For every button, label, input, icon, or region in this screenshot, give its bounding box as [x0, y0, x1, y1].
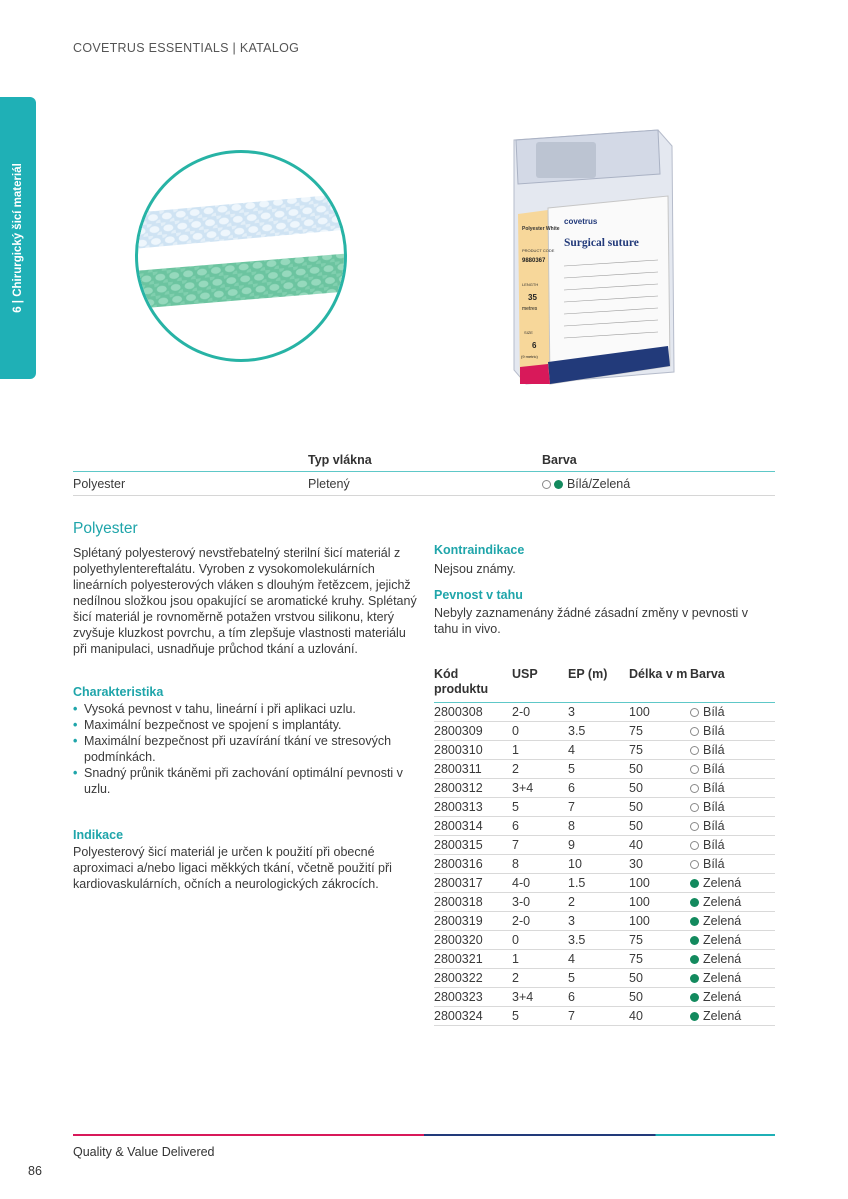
table-row: [434, 931, 775, 950]
cell-usp: 3+4: [512, 988, 568, 1007]
cell-color: [690, 988, 775, 1007]
cell-usp: 0: [512, 722, 568, 741]
cell-ep: 3: [568, 912, 629, 931]
cell-length: 75: [629, 931, 690, 950]
cell-ep: 2: [568, 893, 629, 912]
svg-text:metres: metres: [522, 306, 538, 312]
cell-usp: 3+4: [512, 779, 568, 798]
characteristics-item: • Maximální bezpečnost ve spojení s implantáty.: [73, 717, 418, 733]
color-label: Zelená: [703, 933, 742, 947]
white-color-dot-icon: [690, 803, 699, 812]
header-product-code: Kód produktu: [434, 667, 512, 703]
cell-color: [690, 836, 775, 855]
cell-usp: 1: [512, 950, 568, 969]
cell-usp: 5: [512, 1007, 568, 1026]
cell-code: 2800318: [434, 893, 512, 912]
cell-code: 2800319: [434, 912, 512, 931]
characteristics-item: • Maximální bezpečnost při uzavírání tkání ve stresových podmínkách.: [73, 733, 418, 765]
cell-length: 40: [629, 1007, 690, 1026]
cell-color: [690, 893, 775, 912]
fiber-type: Pletený: [308, 472, 542, 496]
fiber-summary-table: [73, 450, 775, 496]
cell-color: [690, 931, 775, 950]
color-label: Zelená: [703, 895, 742, 909]
contraindications-text: Nejsou známy.: [434, 562, 516, 576]
green-color-dot-icon: [690, 898, 699, 907]
indications-heading: Indikace: [73, 828, 124, 842]
cell-color: [690, 779, 775, 798]
cell-length: 75: [629, 722, 690, 741]
cell-length: 50: [629, 798, 690, 817]
chapter-side-tab: [0, 97, 36, 379]
svg-text:LENGTH: LENGTH: [522, 282, 539, 287]
characteristics-item: • Snadný průnik tkáněmi při zachování optimální pevnosti v uzlu.: [73, 765, 418, 797]
green-color-dot-icon: [690, 955, 699, 964]
cell-color: [690, 817, 775, 836]
color-value: Bílá/Zelená: [566, 477, 631, 491]
cell-color: [690, 874, 775, 893]
green-color-dot-icon: [690, 993, 699, 1002]
cell-length: 50: [629, 760, 690, 779]
cell-usp: 5: [512, 798, 568, 817]
table-row: [434, 760, 775, 779]
color-label: Zelená: [703, 876, 742, 890]
cell-usp: 6: [512, 817, 568, 836]
box-brand: covetrus: [564, 217, 598, 226]
cell-ep: 10: [568, 855, 629, 874]
cell-code: 2800322: [434, 969, 512, 988]
white-color-dot-icon: [690, 727, 699, 736]
color-label: Bílá: [703, 743, 725, 757]
characteristics-item: • Vysoká pevnost v tahu, lineární i při aplikaci uzlu.: [73, 701, 418, 717]
header-usp: USP: [512, 667, 568, 703]
suture-magnified-image: [135, 150, 347, 362]
cell-ep: 5: [568, 760, 629, 779]
cell-color: [690, 741, 775, 760]
white-color-dot-icon: [690, 708, 699, 717]
cell-ep: 1.5: [568, 874, 629, 893]
table-row: [434, 741, 775, 760]
cell-ep: 3.5: [568, 931, 629, 950]
header-ep: EP (m): [568, 667, 629, 703]
cell-color: [690, 760, 775, 779]
summary-header-color: Barva: [542, 450, 775, 472]
indications-text: Polyesterový šicí materiál je určen k použití při obecné aproximaci a/nebo ligaci měkkých tkání, včetně použití při kardiovaskulárních, očních a neurologických zákrocích.: [73, 845, 392, 891]
cell-usp: 8: [512, 855, 568, 874]
table-row: [434, 969, 775, 988]
cell-ep: 6: [568, 779, 629, 798]
white-color-dot-icon: [542, 480, 551, 489]
cell-ep: 9: [568, 836, 629, 855]
cell-code: 2800308: [434, 703, 512, 722]
cell-code: 2800309: [434, 722, 512, 741]
cell-usp: 0: [512, 931, 568, 950]
white-color-dot-icon: [690, 784, 699, 793]
chapter-label: 6 | Chirurgický šicí materiál: [12, 163, 24, 313]
catalog-header: COVETRUS ESSENTIALS | KATALOG: [73, 41, 300, 55]
cell-length: 100: [629, 893, 690, 912]
header-length: Délka v m: [629, 667, 690, 703]
cell-color: [690, 969, 775, 988]
cell-ep: 7: [568, 798, 629, 817]
table-row: [434, 855, 775, 874]
green-color-dot-icon: [690, 1012, 699, 1021]
box-color-label: Polyester White: [522, 226, 560, 232]
color-label: Bílá: [703, 857, 725, 871]
cell-ep: 3: [568, 703, 629, 722]
table-row: [434, 836, 775, 855]
color-label: Bílá: [703, 781, 725, 795]
cell-length: 50: [629, 988, 690, 1007]
cell-code: 2800313: [434, 798, 512, 817]
color-label: Zelená: [703, 1009, 742, 1023]
header-color: Barva: [690, 667, 775, 703]
cell-length: 50: [629, 817, 690, 836]
table-row: [434, 1007, 775, 1026]
cell-ep: 7: [568, 1007, 629, 1026]
color-label: Bílá: [703, 819, 725, 833]
cell-ep: 4: [568, 741, 629, 760]
cell-code: 2800323: [434, 988, 512, 1007]
cell-ep: 4: [568, 950, 629, 969]
cell-color: [690, 855, 775, 874]
cell-length: 100: [629, 874, 690, 893]
cell-ep: 6: [568, 988, 629, 1007]
white-color-dot-icon: [690, 765, 699, 774]
footer-divider: [73, 1134, 775, 1136]
table-row: [434, 779, 775, 798]
suture-strands-illustration: [138, 153, 344, 359]
cell-usp: 2: [512, 760, 568, 779]
green-color-dot-icon: [690, 974, 699, 983]
cell-code: 2800315: [434, 836, 512, 855]
table-row: [434, 703, 775, 722]
table-row: [434, 950, 775, 969]
cell-color: [690, 722, 775, 741]
green-color-dot-icon: [554, 480, 563, 489]
footer-tagline: Quality & Value Delivered: [73, 1145, 215, 1159]
cell-length: 50: [629, 969, 690, 988]
box-product-code: 9880367: [522, 258, 546, 264]
white-color-dot-icon: [690, 746, 699, 755]
white-color-dot-icon: [690, 860, 699, 869]
cell-color: [690, 912, 775, 931]
color-label: Zelená: [703, 952, 742, 966]
color-label: Bílá: [703, 705, 725, 719]
color-cell: [542, 472, 775, 496]
box-size: 6: [532, 341, 537, 350]
cell-ep: 3.5: [568, 722, 629, 741]
cell-color: [690, 950, 775, 969]
cell-usp: 7: [512, 836, 568, 855]
green-color-dot-icon: [690, 879, 699, 888]
characteristics-list: [73, 701, 418, 797]
green-color-dot-icon: [690, 917, 699, 926]
table-row: [434, 874, 775, 893]
table-row: [434, 912, 775, 931]
color-label: Zelená: [703, 971, 742, 985]
page-number: 86: [28, 1164, 42, 1178]
material-name: Polyester: [73, 472, 308, 496]
color-label: Bílá: [703, 762, 725, 776]
table-row: [434, 817, 775, 836]
summary-row: [73, 472, 775, 496]
color-label: Bílá: [703, 724, 725, 738]
svg-text:PRODUCT CODE: PRODUCT CODE: [522, 248, 555, 253]
color-label: Bílá: [703, 800, 725, 814]
svg-text:SIZE: SIZE: [524, 330, 533, 335]
white-color-dot-icon: [690, 841, 699, 850]
contraindications-heading: Kontraindikace: [434, 543, 525, 557]
cell-code: 2800324: [434, 1007, 512, 1026]
cell-length: 100: [629, 912, 690, 931]
cell-color: [690, 798, 775, 817]
cell-code: 2800314: [434, 817, 512, 836]
svg-text:(9 metric): (9 metric): [521, 354, 538, 359]
cell-usp: 2: [512, 969, 568, 988]
cell-usp: 2-0: [512, 703, 568, 722]
cell-length: 50: [629, 779, 690, 798]
cell-length: 75: [629, 950, 690, 969]
cell-length: 40: [629, 836, 690, 855]
cell-usp: 4-0: [512, 874, 568, 893]
cell-length: 100: [629, 703, 690, 722]
color-label: Bílá: [703, 838, 725, 852]
cell-code: 2800312: [434, 779, 512, 798]
cell-code: 2800321: [434, 950, 512, 969]
cell-ep: 8: [568, 817, 629, 836]
white-color-dot-icon: [690, 822, 699, 831]
cell-code: 2800317: [434, 874, 512, 893]
color-label: Zelená: [703, 990, 742, 1004]
cell-code: 2800311: [434, 760, 512, 779]
cell-usp: 1: [512, 741, 568, 760]
tensile-strength-heading: Pevnost v tahu: [434, 588, 523, 602]
cell-length: 30: [629, 855, 690, 874]
tensile-strength-text: Nebyly zaznamenány žádné zásadní změny v pevnosti v tahu in vivo.: [434, 606, 749, 636]
table-row: [434, 893, 775, 912]
summary-header-blank: [73, 450, 308, 472]
box-length: 35: [528, 293, 537, 302]
cell-color: [690, 703, 775, 722]
table-row: [434, 722, 775, 741]
cell-color: [690, 1007, 775, 1026]
cell-code: 2800316: [434, 855, 512, 874]
table-row: [434, 988, 775, 1007]
cell-code: 2800320: [434, 931, 512, 950]
green-color-dot-icon: [690, 936, 699, 945]
characteristics-heading: Charakteristika: [73, 685, 164, 699]
cell-usp: 2-0: [512, 912, 568, 931]
suture-box-image: [508, 122, 690, 407]
cell-code: 2800310: [434, 741, 512, 760]
table-row: [434, 798, 775, 817]
summary-header-fiber-type: Typ vlákna: [308, 450, 542, 472]
color-label: Zelená: [703, 914, 742, 928]
section-title: Polyester: [73, 520, 138, 537]
cell-ep: 5: [568, 969, 629, 988]
cell-usp: 3-0: [512, 893, 568, 912]
intro-paragraph: Splétaný polyesterový nevstřebatelný sterilní šicí materiál z polyethylentereftalátu. Vyroben z vysokomolekulárních lineárních polyesterových vláken s dlouhým řetězcem, jejichž nedílnou složkou jsou opakující se aromatické kruhy. Splétaný šicí materiál je rovnoměrně potažen vrstvou silikonu, který zvyšuje kluzkost povrchu, a tím zlepšuje vlastnosti materiálu při manipulaci, usnadňuje průchod tkání a uzlování.: [73, 546, 417, 656]
box-title: Surgical suture: [564, 237, 639, 249]
product-table: [434, 667, 775, 1026]
cell-length: 75: [629, 741, 690, 760]
